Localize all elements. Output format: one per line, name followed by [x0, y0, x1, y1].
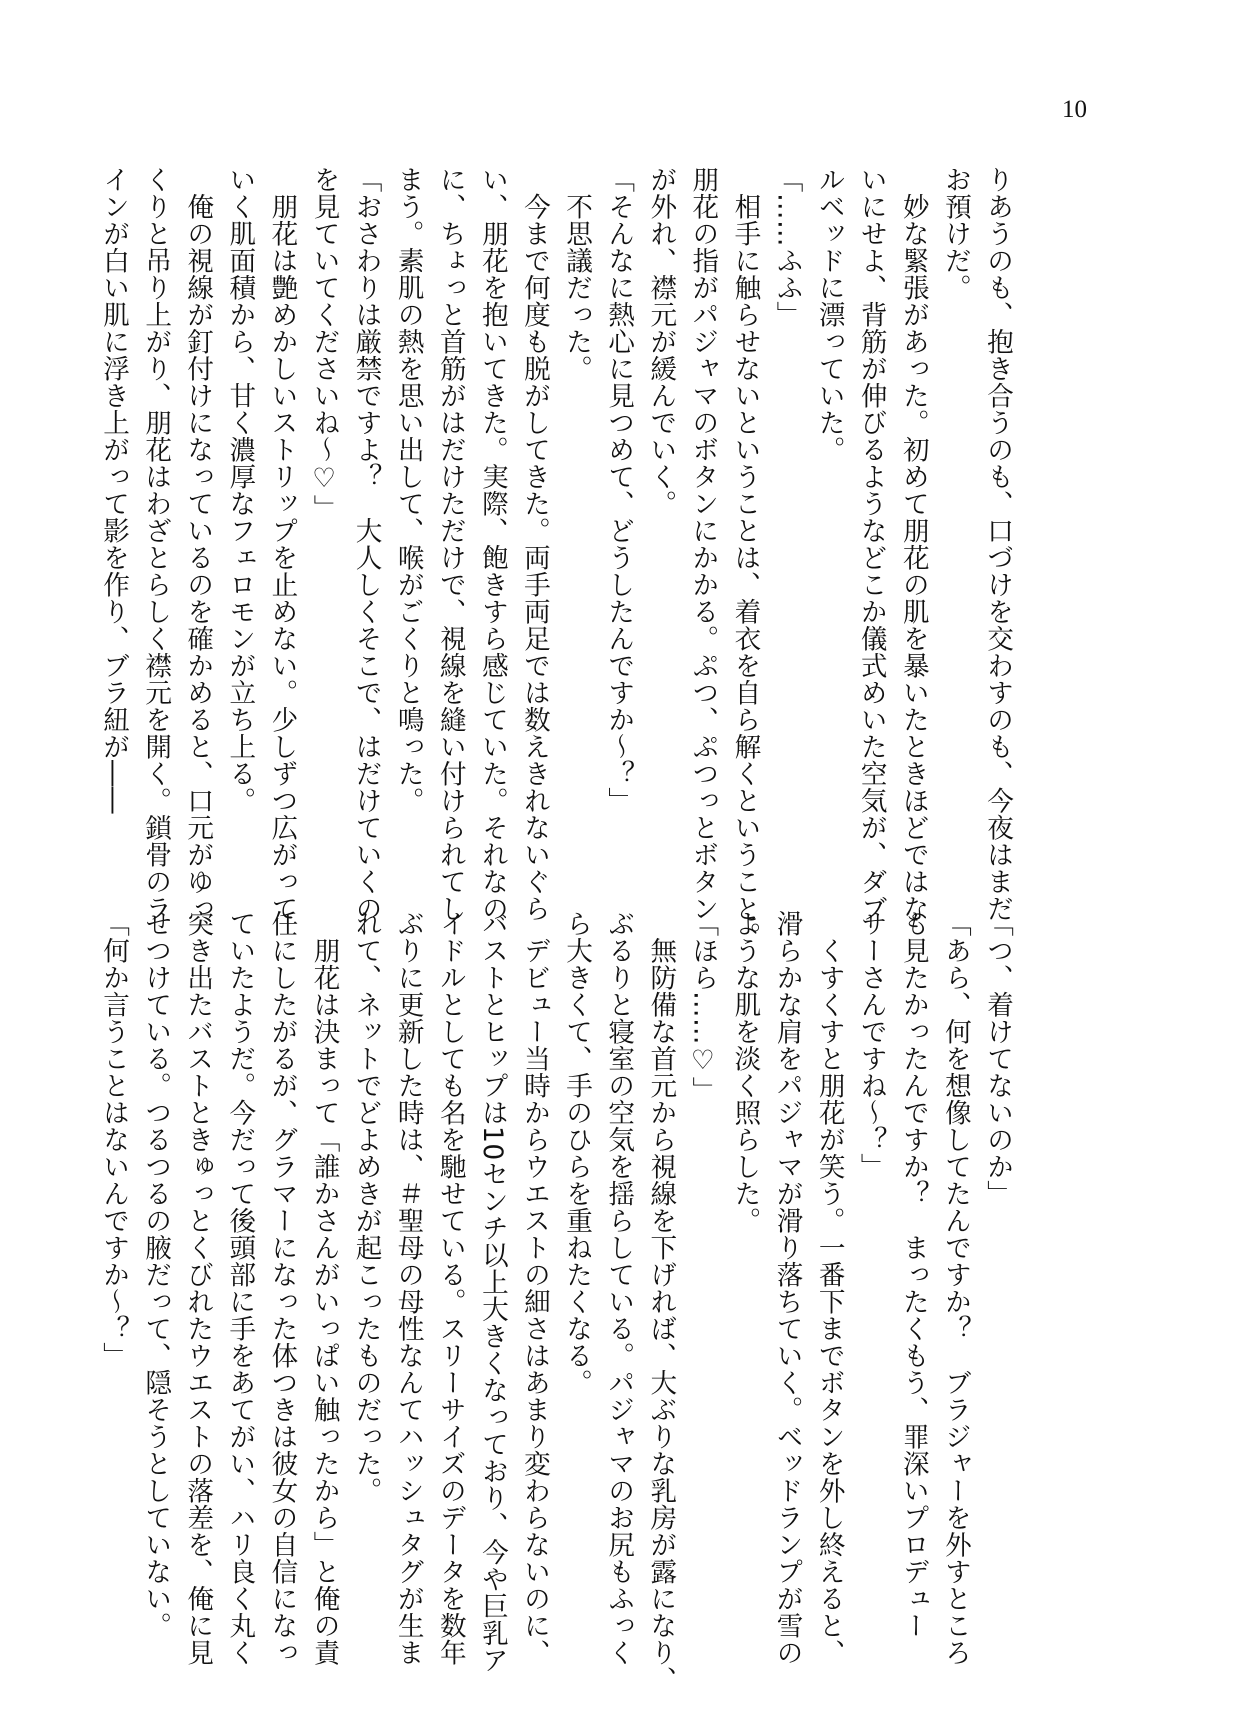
page-number: 10: [1062, 96, 1087, 123]
text-line: ような肌を淡く照らした。: [729, 910, 761, 1234]
text-line: ていたようだ。今だって後頭部に手をあてがい、ハリ良く丸く: [224, 910, 256, 1666]
text-line: に、ちょっと首筋がはだけただけで、視線を縫い付けられてし: [434, 166, 466, 922]
text-line: 「つ、着けてないのか」: [982, 910, 1013, 1207]
text-line: れて、ネットでどよめきが起こったものだった。: [350, 910, 382, 1504]
text-line: 無防備な首元から視線を下げれば、大ぶりな乳房が露になり、: [645, 910, 677, 1693]
text-line: サーさんですね～？」: [855, 910, 887, 1180]
text-line: ら大きくて、手のひらを重ねたくなる。: [561, 910, 593, 1396]
text-line: 「……ふふ」: [771, 166, 803, 328]
text-line: いにせよ、背筋が伸びるようなどこか儀式めいた空気が、ダブ: [855, 166, 887, 922]
text-line: デビュー当時からウエストの細さはあまり変わらないのに、: [518, 910, 550, 1666]
text-line: ぶりに更新した時は、＃聖母の母性なんてハッシュタグが生ま: [392, 910, 424, 1666]
text-line: い、朋花を抱いてきた。実際、飽きすら感じていた。それなの: [476, 166, 508, 922]
text-line: せつけている。つるつるの腋だって、隠そうとしていない。: [140, 910, 172, 1639]
text-line: 相手に触らせないということは、着衣を自ら解くということ。: [729, 166, 761, 949]
text-line: お預けだ。: [939, 166, 971, 301]
text-line: 突き出たバストときゅっとくびれたウエストの落差を、俺に見: [182, 910, 214, 1666]
text-line: を見ていてくださいね～♡」: [308, 166, 340, 522]
text-block-top: [92, 166, 1018, 949]
text-line: 「そんなに熱心に見つめて、どうしたんですか～？」: [603, 166, 635, 814]
text-line: 朋花は決まって「誰かさんがいっぱい触ったから」と俺の責: [308, 910, 340, 1666]
text-line: イドルとしても名を馳せている。スリーサイズのデータを数年: [434, 910, 466, 1666]
text-line: くりと吊り上がり、朋花はわざとらしく襟元を開く。鎖骨のラ: [140, 166, 172, 922]
text-line: まう。素肌の熱を思い出して、喉がごくりと鳴った。: [392, 166, 424, 814]
text-line: 「あら、何を想像してたんですか？ ブラジャーを外すところ: [939, 910, 971, 1666]
text-line: 任にしたがるが、グラマーになった体つきは彼女の自信になっ: [266, 910, 298, 1666]
text-line: ルベッドに漂っていた。: [813, 166, 845, 463]
text-line: バストとヒップは10センチ以上大きくなっており、今や巨乳ア: [476, 910, 508, 1674]
text-line: 滑らかな肩をパジャマが滑り落ちていく。ベッドランプが雪の: [771, 910, 803, 1666]
text-line: 朋花は艶めかしいストリップを止めない。少しずつ広がって: [266, 166, 298, 922]
text-line: 「何か言うことはないんですか～？」: [98, 910, 130, 1369]
text-line: 不思議だった。: [561, 166, 593, 382]
text-line: いく肌面積から、甘く濃厚なフェロモンが立ち上る。: [224, 166, 256, 814]
text-line: も見たかったんですか？ まったくもう、罪深いプロデュー: [897, 910, 929, 1639]
text-line: が外れ、襟元が緩んでいく。: [645, 166, 677, 517]
text-line: 「ほら……♡」: [687, 910, 719, 1104]
text-line: りあうのも、抱き合うのも、口づけを交わすのも、今夜はまだ: [982, 166, 1013, 922]
text-line: 今まで何度も脱がしてきた。両手両足では数えきれないぐら: [518, 166, 550, 922]
text-line: 「おさわりは厳禁ですよ？ 大人しくそこで、はだけていくの: [350, 166, 382, 922]
text-line: 朋花の指がパジャマのボタンにかかる。ぷつ、ぷつっとボタン: [687, 166, 719, 922]
text-line: インが白い肌に浮き上がって影を作り、ブラ紐が――: [98, 166, 130, 814]
text-line: 妙な緊張があった。初めて朋花の肌を暴いたときほどではな: [897, 166, 929, 922]
text-line: くすくすと朋花が笑う。一番下までボタンを外し終えると、: [813, 910, 845, 1666]
text-line: ぶるりと寝室の空気を揺らしている。パジャマのお尻もふっく: [603, 910, 635, 1666]
text-block-bottom: [92, 910, 1018, 1693]
text-line: 俺の視線が釘付けになっているのを確かめると、口元がゆっ: [182, 166, 214, 922]
